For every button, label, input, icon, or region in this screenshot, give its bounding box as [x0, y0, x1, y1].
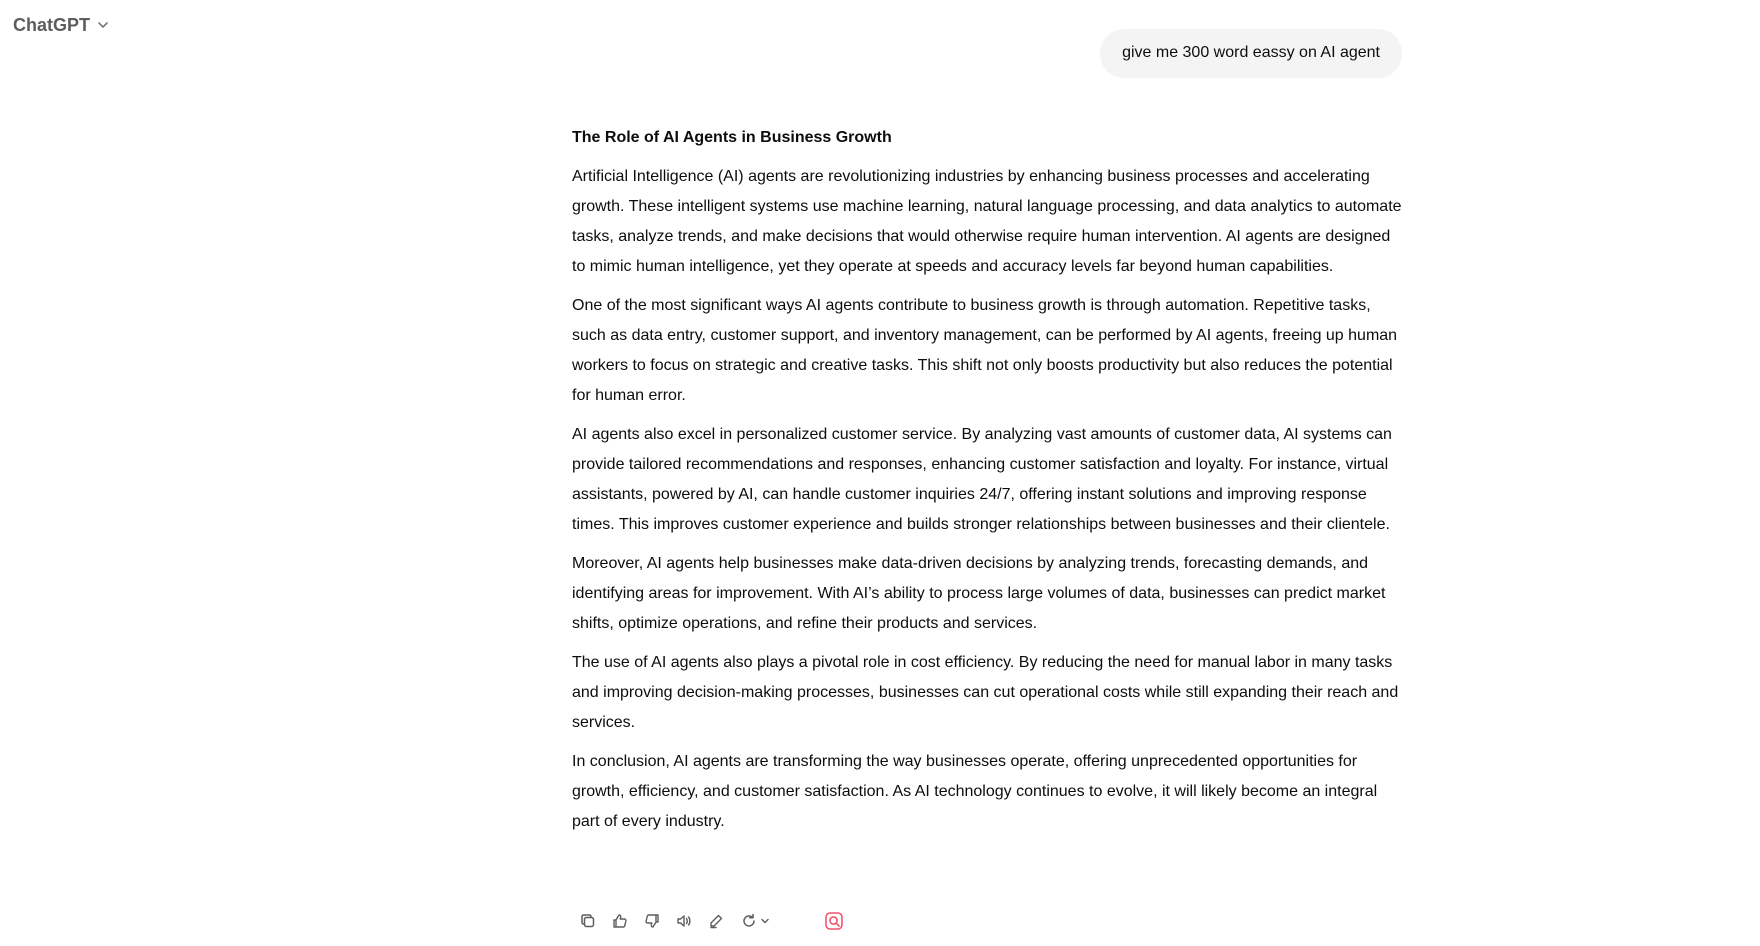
edit-icon	[707, 912, 725, 930]
thumbs-down-icon	[643, 912, 661, 930]
user-message-row	[1100, 29, 1402, 78]
regenerate-icon	[740, 912, 758, 930]
model-name: ChatGPT	[13, 14, 91, 35]
copy-icon	[579, 912, 597, 930]
answer-paragraph: AI agents also excel in personalized customer service. By analyzing vast amounts of customer data, AI systems can provide tailored recommendations and responses, enhancing customer satisfaction and loyalty. For instance, virtual assistants, powered by AI, can handle customer inquiries 24/7, offering instant solutions and improving response times. This improves customer experience and builds stronger relationships between businesses and their clientele.	[572, 426, 1392, 533]
answer-paragraph: Artificial Intelligence (AI) agents are revolutionizing industries by enhancing business processes and accelerating growth. These intelligent systems use machine learning, natural language processing, and data analytics to automate tasks, analyze trends, and make decisions that would otherwise require human intervention. AI agents are designed to mimic human intelligence, yet they operate at speeds and accuracy levels far beyond human capabilities.	[572, 168, 1402, 275]
chevron-down-icon	[760, 916, 770, 926]
search-extension-icon	[824, 911, 844, 931]
bad-response-button[interactable]	[636, 905, 668, 937]
answer-paragraph: Moreover, AI agents help businesses make data-driven decisions by analyzing trends, forecasting demands, and identifying areas for improvement. With AI’s ability to process large volumes of data, businesses can predict market shifts, optimize operations, and refine their products and services.	[572, 555, 1386, 632]
edit-in-canvas-button[interactable]	[700, 905, 732, 937]
user-message-bubble: give me 300 word eassy on AI agent	[1100, 29, 1402, 78]
read-aloud-button[interactable]	[668, 905, 700, 937]
chevron-down-icon	[96, 18, 110, 32]
read-aloud-icon	[675, 912, 693, 930]
search-extension-button[interactable]	[818, 905, 850, 937]
conversation-thread	[572, 0, 1402, 946]
answer-paragraph: The use of AI agents also plays a pivotal role in cost efficiency. By reducing the need for manual labor in many tasks and improving decision-making processes, businesses can cut operational costs while still expanding their reach and services.	[572, 654, 1399, 731]
assistant-message	[572, 126, 1402, 837]
good-response-button[interactable]	[604, 905, 636, 937]
message-action-bar	[572, 905, 810, 937]
answer-paragraph: One of the most significant ways AI agents contribute to business growth is through automation. Repetitive tasks, such as data entry, customer support, and inventory management, can be performed by AI agents, freeing up human workers to focus on strategic and creative tasks. This shift not only boosts productivity but also reduces the potential for human error.	[572, 297, 1398, 404]
answer-title: The Role of AI Agents in Business Growth	[572, 129, 892, 146]
model-switcher-button[interactable]	[4, 8, 120, 42]
answer-paragraph: In conclusion, AI agents are transforming the way businesses operate, offering unprecedented opportunities for growth, efficiency, and customer satisfaction. As AI technology continues to evolve, it will likely become an integral part of every industry.	[572, 753, 1378, 830]
regenerate-button[interactable]	[732, 905, 778, 937]
copy-button[interactable]	[572, 905, 604, 937]
thumbs-up-icon	[611, 912, 629, 930]
